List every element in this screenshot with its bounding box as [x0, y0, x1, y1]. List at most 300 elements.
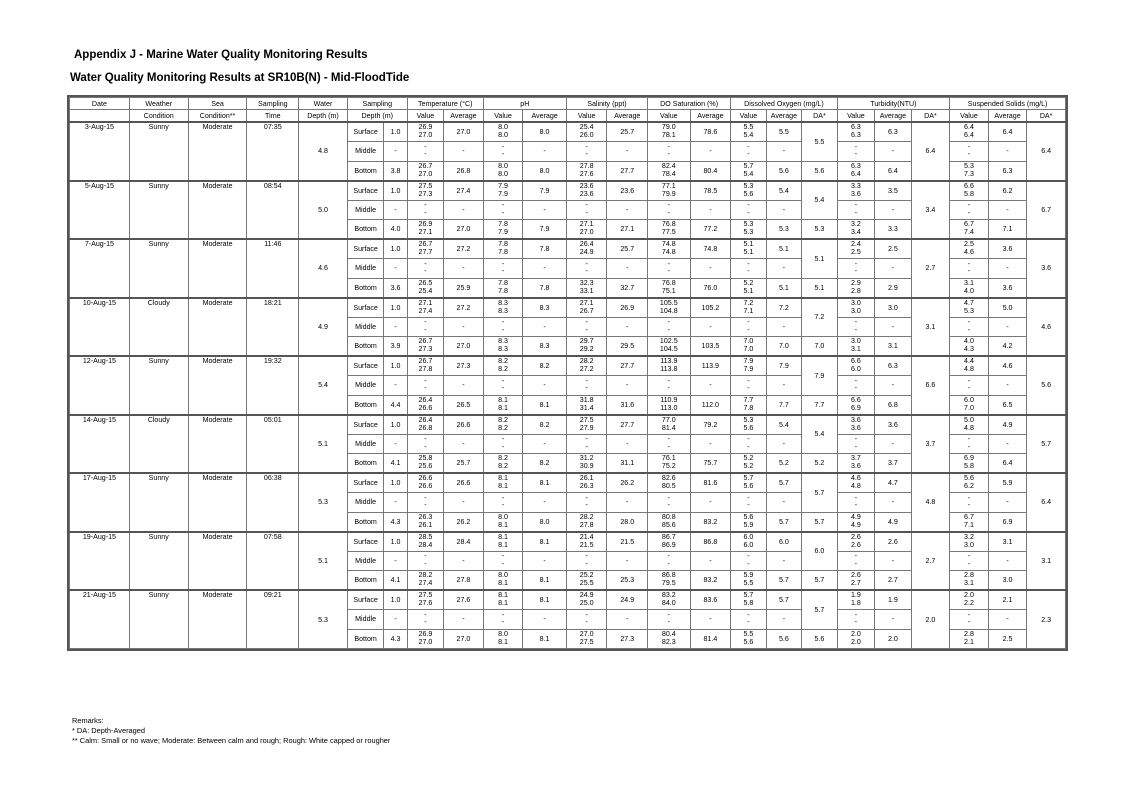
date-cell: 3-Aug-15 [70, 122, 130, 181]
salinity-values-reading-2: 21.5 [579, 540, 594, 549]
suspended-solids-values-reading-2: - [967, 442, 971, 451]
salinity-values-reading-2: 27.5 [579, 637, 594, 646]
turbidity-values-reading-2: - [854, 150, 858, 159]
do-saturation-values-reading-1: - [667, 201, 670, 210]
salinity-average: 31.6 [607, 395, 648, 415]
temperature-values [407, 356, 444, 376]
weather-cell: Sunny [129, 356, 188, 415]
do-saturation-values-reading-1: 74.8 [661, 240, 676, 249]
suspended-solids-values-reading-2: - [967, 325, 971, 334]
temperature-values-reading-1: - [424, 376, 427, 385]
turbidity-values-reading-2: 6.3 [850, 131, 861, 139]
ph-values [483, 493, 523, 513]
ph-values-reading-1: - [501, 376, 505, 385]
suspended-solids-values [950, 161, 989, 181]
ph-values [483, 415, 523, 435]
temperature-values-reading-1: 27.5 [418, 181, 433, 190]
turbidity-average: 3.3 [875, 220, 912, 240]
ph-values-reading-1: 7.8 [498, 220, 508, 229]
header-da: DA* [911, 110, 950, 123]
do-saturation-values-reading-1: 80.4 [661, 630, 676, 639]
salinity-values-reading-2: 26.7 [579, 306, 594, 315]
ph-values [483, 239, 523, 259]
ph-values [483, 161, 523, 181]
turbidity-da: 6.4 [911, 122, 950, 181]
dissolved-oxygen-values-reading-2: 5.4 [743, 169, 754, 178]
turbidity-values [837, 220, 875, 240]
suspended-solids-average: - [988, 551, 1027, 571]
sampling-depth-cell: 4.3 [384, 512, 407, 532]
dissolved-oxygen-bottom: 5.7 [802, 512, 838, 532]
ph-values [483, 142, 523, 162]
sampling-layer-cell: Middle [347, 142, 384, 162]
temperature-values-reading-1: - [424, 610, 427, 619]
temperature-values-reading-2: - [424, 501, 427, 510]
suspended-solids-values-reading-1: - [967, 610, 971, 619]
suspended-solids-da: 5.7 [1027, 415, 1066, 474]
dissolved-oxygen-da: 7.2 [802, 298, 838, 337]
sea-condition-cell: Moderate [188, 356, 247, 415]
turbidity-values [837, 376, 875, 396]
do-saturation-average: 105.2 [690, 298, 731, 318]
turbidity-values-reading-2: - [854, 384, 858, 393]
dissolved-oxygen-values-reading-2: 7.8 [743, 403, 754, 412]
do-saturation-values-reading-2: 82.3 [661, 637, 676, 646]
header-average: Average [607, 110, 648, 123]
dissolved-oxygen-average: 5.6 [766, 161, 801, 181]
salinity-values-reading-1: 27.0 [579, 630, 594, 639]
sampling-day-group [70, 356, 1066, 415]
turbidity-da: 2.7 [911, 239, 950, 298]
turbidity-values-reading-2: 2.6 [850, 540, 861, 549]
do-saturation-values [648, 493, 691, 513]
sampling-depth-cell: - [384, 142, 407, 162]
salinity-average: 27.1 [607, 220, 648, 240]
salinity-values-reading-1: - [585, 376, 588, 385]
dissolved-oxygen-values-reading-2: 5.9 [743, 520, 754, 529]
dissolved-oxygen-values-reading-2: - [747, 442, 750, 451]
turbidity-values [837, 473, 875, 493]
ph-values-reading-2: - [501, 267, 505, 276]
temperature-values-reading-2: - [424, 208, 427, 217]
do-saturation-average: 78.6 [690, 122, 731, 142]
temperature-average: 26.5 [444, 395, 484, 415]
do-saturation-average: 81.4 [690, 629, 731, 649]
do-saturation-values [648, 610, 691, 630]
sampling-layer-cell: Bottom [347, 161, 384, 181]
sampling-layer-cell: Middle [347, 551, 384, 571]
suspended-solids-values-reading-2: 3.0 [964, 540, 974, 549]
suspended-solids-average: - [988, 434, 1027, 454]
temperature-values [407, 610, 444, 630]
suspended-solids-values-reading-2: 6.4 [964, 131, 974, 139]
suspended-solids-average: 2.1 [988, 590, 1027, 610]
dissolved-oxygen-values-reading-1: - [747, 435, 750, 444]
dissolved-oxygen-values [731, 122, 766, 142]
dissolved-oxygen-average: 5.7 [766, 571, 801, 591]
sampling-depth-cell: - [384, 493, 407, 513]
salinity-values [566, 473, 607, 493]
dissolved-oxygen-values-reading-2: - [747, 618, 750, 627]
suspended-solids-values [950, 259, 989, 279]
dissolved-oxygen-da: 5.7 [802, 473, 838, 512]
turbidity-values [837, 356, 875, 376]
dissolved-oxygen-values-reading-1: 5.2 [743, 278, 754, 287]
ph-average: - [523, 317, 567, 337]
salinity-values-reading-2: - [585, 559, 588, 568]
dissolved-oxygen-values [731, 376, 766, 396]
ph-average: 8.1 [523, 395, 567, 415]
salinity-average: - [607, 317, 648, 337]
date-cell: 21-Aug-15 [70, 590, 130, 649]
turbidity-average: - [875, 200, 912, 220]
suspended-solids-values-reading-2: - [967, 208, 971, 217]
temperature-values-reading-2: 27.7 [418, 248, 433, 256]
dissolved-oxygen-average: - [766, 200, 801, 220]
do-saturation-average: - [690, 610, 731, 630]
sampling-depth-cell: 1.0 [384, 473, 407, 493]
turbidity-values [837, 454, 875, 474]
dissolved-oxygen-average: 5.6 [766, 629, 801, 649]
ph-values [483, 317, 523, 337]
do-saturation-values-reading-1: 102.5 [659, 337, 678, 346]
suspended-solids-average: - [988, 376, 1027, 396]
suspended-solids-values-reading-2: - [967, 384, 971, 393]
ph-average: - [523, 142, 567, 162]
dissolved-oxygen-bottom: 5.7 [802, 571, 838, 591]
do-saturation-values-reading-1: 77.1 [661, 181, 676, 190]
suspended-solids-da: 3.1 [1027, 532, 1066, 591]
dissolved-oxygen-values-reading-2: 5.3 [743, 228, 754, 236]
dissolved-oxygen-values [731, 473, 766, 493]
dissolved-oxygen-values-reading-1: 5.3 [743, 415, 754, 424]
dissolved-oxygen-average: - [766, 317, 801, 337]
sampling-layer-cell: Bottom [347, 220, 384, 240]
salinity-values [566, 512, 607, 532]
do-saturation-values-reading-1: - [667, 142, 670, 151]
temperature-values-reading-1: 27.1 [418, 298, 433, 307]
dissolved-oxygen-values [731, 356, 766, 376]
turbidity-average: 3.6 [875, 415, 912, 435]
dissolved-oxygen-values-reading-1: - [747, 552, 750, 561]
dissolved-oxygen-values-reading-1: 7.7 [743, 395, 754, 404]
do-saturation-values-reading-2: - [667, 501, 670, 510]
dissolved-oxygen-average: 5.2 [766, 454, 801, 474]
salinity-values-reading-2: 31.4 [579, 403, 594, 412]
ph-values [483, 571, 523, 591]
sampling-depth-cell: - [384, 376, 407, 396]
salinity-average: 24.9 [607, 590, 648, 610]
do-saturation-values [648, 551, 691, 571]
dissolved-oxygen-values [731, 415, 766, 435]
temperature-values-reading-2: 27.0 [418, 131, 433, 139]
salinity-values-reading-2: - [585, 618, 588, 627]
salinity-values [566, 493, 607, 513]
header-sampling-depth: Sampling [347, 98, 407, 110]
salinity-average: 27.7 [607, 161, 648, 181]
salinity-values-reading-2: 33.1 [579, 286, 594, 295]
dissolved-oxygen-values [731, 142, 766, 162]
ph-values [483, 532, 523, 552]
ph-values-reading-2: 8.2 [498, 462, 508, 470]
salinity-values-reading-1: 31.2 [579, 454, 594, 463]
sampling-layer-cell: Surface [347, 298, 384, 318]
sampling-day-group [70, 298, 1066, 357]
sampling-layer-cell: Surface [347, 532, 384, 552]
do-saturation-average: 113.9 [690, 356, 731, 376]
dissolved-oxygen-values-reading-2: 5.4 [743, 131, 754, 139]
temperature-values-reading-1: - [424, 435, 427, 444]
header-sea-2: Condition** [188, 110, 247, 123]
suspended-solids-values [950, 239, 989, 259]
turbidity-values-reading-2: 2.7 [850, 579, 861, 587]
sampling-depth-cell: 4.4 [384, 395, 407, 415]
turbidity-average: 4.9 [875, 512, 912, 532]
ph-average: - [523, 493, 567, 513]
ph-average: 8.0 [523, 122, 567, 142]
turbidity-values-reading-2: - [854, 442, 858, 451]
water-depth-cell: 5.3 [299, 590, 348, 649]
do-saturation-values-reading-2: 113.0 [660, 403, 678, 412]
ph-values-reading-2: 8.1 [498, 579, 508, 587]
salinity-average: 25.7 [607, 239, 648, 259]
turbidity-values-reading-2: 3.6 [850, 423, 861, 432]
turbidity-values-reading-2: - [854, 618, 858, 627]
dissolved-oxygen-values [731, 493, 766, 513]
water-depth-cell: 5.0 [299, 181, 348, 240]
ph-values-reading-2: 8.0 [498, 169, 508, 178]
dissolved-oxygen-average: - [766, 142, 801, 162]
dissolved-oxygen-average: 5.7 [766, 473, 801, 493]
do-saturation-values-reading-1: 86.8 [661, 571, 676, 580]
temperature-values-reading-1: 26.5 [418, 278, 433, 287]
suspended-solids-values-reading-2: 2.2 [964, 599, 974, 607]
dissolved-oxygen-average: - [766, 259, 801, 279]
salinity-values-reading-2: 26.3 [579, 482, 594, 490]
do-saturation-average: - [690, 200, 731, 220]
salinity-average: 25.3 [607, 571, 648, 591]
turbidity-average: 6.3 [875, 356, 912, 376]
dissolved-oxygen-values-reading-2: 5.6 [743, 189, 754, 198]
ph-values-reading-1: 7.8 [498, 278, 508, 287]
dissolved-oxygen-bottom: 5.3 [802, 220, 838, 240]
salinity-average: 27.7 [607, 356, 648, 376]
sampling-layer-cell: Middle [347, 434, 384, 454]
sampling-layer-cell: Bottom [347, 571, 384, 591]
turbidity-values-reading-1: - [854, 610, 858, 619]
sampling-layer-cell: Bottom [347, 512, 384, 532]
do-saturation-average: 78.5 [690, 181, 731, 201]
salinity-values-reading-1: 26.1 [579, 474, 594, 483]
salinity-average: 31.1 [607, 454, 648, 474]
sampling-depth-cell: - [384, 200, 407, 220]
ph-values-reading-1: - [501, 610, 505, 619]
temperature-values-reading-2: 27.3 [418, 345, 433, 353]
ph-values-reading-1: 8.0 [498, 512, 508, 521]
do-saturation-values-reading-2: - [667, 442, 670, 451]
dissolved-oxygen-values-reading-1: 6.0 [743, 532, 754, 541]
dissolved-oxygen-average: 5.1 [766, 239, 801, 259]
salinity-values-reading-2: 24.9 [579, 248, 594, 256]
dissolved-oxygen-values-reading-1: 5.5 [743, 630, 754, 639]
temperature-values [407, 376, 444, 396]
suspended-solids-average: 5.9 [988, 473, 1027, 493]
ph-values-reading-2: - [501, 618, 505, 627]
dissolved-oxygen-values [731, 532, 766, 552]
sampling-depth-cell: - [384, 259, 407, 279]
salinity-values-reading-1: 31.8 [579, 395, 594, 404]
do-saturation-average: - [690, 434, 731, 454]
salinity-average: 27.3 [607, 629, 648, 649]
sampling-depth-cell: - [384, 434, 407, 454]
suspended-solids-values-reading-1: - [967, 493, 971, 502]
temperature-average: - [444, 200, 484, 220]
dissolved-oxygen-average: 5.7 [766, 590, 801, 610]
do-saturation-values [648, 434, 691, 454]
dissolved-oxygen-average: 7.0 [766, 337, 801, 357]
salinity-values [566, 395, 607, 415]
temperature-average: 26.8 [444, 161, 484, 181]
dissolved-oxygen-values [731, 220, 766, 240]
do-saturation-values-reading-1: - [667, 435, 670, 444]
suspended-solids-values [950, 122, 989, 142]
temperature-values-reading-2: 26.1 [418, 520, 433, 529]
weather-cell: Sunny [129, 590, 188, 649]
header-value: Value [950, 110, 989, 123]
header-weather-2: Condition [129, 110, 188, 123]
weather-cell: Sunny [129, 181, 188, 240]
salinity-values [566, 454, 607, 474]
dissolved-oxygen-average: 7.2 [766, 298, 801, 318]
suspended-solids-da: 3.6 [1027, 239, 1066, 298]
ph-values-reading-2: 7.8 [498, 286, 508, 295]
ph-values-reading-1: 8.0 [498, 123, 508, 132]
turbidity-values [837, 395, 875, 415]
do-saturation-values-reading-2: - [667, 267, 670, 276]
ph-values-reading-1: 8.1 [498, 591, 508, 600]
do-saturation-average: 79.2 [690, 415, 731, 435]
ph-average: 7.9 [523, 220, 567, 240]
ph-values-reading-2: 8.3 [498, 345, 508, 353]
sampling-layer-cell: Middle [347, 200, 384, 220]
do-saturation-average: 86.8 [690, 532, 731, 552]
salinity-values-reading-1: 25.4 [579, 123, 594, 132]
suspended-solids-average: 4.2 [988, 337, 1027, 357]
ph-values-reading-2: 8.1 [498, 520, 508, 529]
ph-values [483, 220, 523, 240]
remarks [72, 716, 390, 746]
do-saturation-values-reading-2: 77.5 [661, 228, 676, 236]
temperature-values-reading-2: 27.3 [418, 189, 433, 198]
do-saturation-average: - [690, 376, 731, 396]
header-do-saturation: DO Saturation (%) [648, 98, 731, 110]
turbidity-average: 6.3 [875, 122, 912, 142]
turbidity-average: 4.7 [875, 473, 912, 493]
ph-values-reading-1: 8.0 [498, 571, 508, 580]
salinity-values-reading-2: 25.5 [579, 579, 594, 587]
temperature-values-reading-1: - [424, 259, 427, 268]
turbidity-average: 1.9 [875, 590, 912, 610]
header-da: DA* [802, 110, 838, 123]
temperature-values-reading-2: 27.4 [418, 579, 433, 587]
suspended-solids-values [950, 629, 989, 649]
ph-average: 7.9 [523, 181, 567, 201]
ph-average: 7.8 [523, 278, 567, 298]
suspended-solids-values-reading-2: 7.0 [964, 403, 974, 412]
remark-da: * DA: Depth-Averaged [72, 726, 145, 735]
salinity-values-reading-1: 25.2 [579, 571, 594, 580]
temperature-values-reading-1: 25.8 [418, 454, 433, 463]
turbidity-da: 4.8 [911, 473, 950, 532]
suspended-solids-values [950, 220, 989, 240]
ph-average: 8.1 [523, 590, 567, 610]
salinity-average: 32.7 [607, 278, 648, 298]
temperature-average: - [444, 376, 484, 396]
temperature-values-reading-1: 28.5 [418, 532, 433, 541]
dissolved-oxygen-values-reading-2: 5.1 [743, 248, 754, 256]
temperature-values [407, 317, 444, 337]
turbidity-values-reading-1: - [854, 259, 858, 268]
turbidity-average: - [875, 434, 912, 454]
sampling-depth-cell: 1.0 [384, 532, 407, 552]
turbidity-average: - [875, 142, 912, 162]
do-saturation-values-reading-1: - [667, 552, 670, 561]
remark-sea-condition: ** Calm: Small or no wave; Moderate: Between calm and rough; Rough: White capped or rougher [72, 736, 391, 745]
results-table [69, 97, 1066, 649]
do-saturation-values-reading-1: 83.2 [661, 591, 676, 600]
ph-average: 8.0 [523, 161, 567, 181]
sampling-day-group [70, 181, 1066, 240]
temperature-values [407, 239, 444, 259]
turbidity-values-reading-1: - [854, 201, 858, 210]
dissolved-oxygen-values [731, 200, 766, 220]
turbidity-values-reading-2: 3.0 [850, 306, 861, 315]
turbidity-values [837, 571, 875, 591]
salinity-average: - [607, 200, 648, 220]
salinity-values [566, 356, 607, 376]
suspended-solids-average: 2.5 [988, 629, 1027, 649]
do-saturation-values [648, 512, 691, 532]
suspended-solids-average: 5.0 [988, 298, 1027, 318]
suspended-solids-values-reading-2: 5.8 [964, 462, 974, 470]
turbidity-values-reading-1: 3.7 [850, 454, 861, 463]
turbidity-values-reading-2: 4.8 [850, 482, 861, 490]
turbidity-values [837, 317, 875, 337]
ph-values [483, 590, 523, 610]
temperature-values [407, 142, 444, 162]
suspended-solids-values-reading-2: 4.8 [964, 423, 974, 432]
suspended-solids-values [950, 415, 989, 435]
salinity-average: - [607, 551, 648, 571]
turbidity-values-reading-1: 3.0 [850, 298, 861, 307]
do-saturation-values [648, 220, 691, 240]
water-depth-cell: 5.1 [299, 415, 348, 474]
dissolved-oxygen-da: 5.1 [802, 239, 838, 278]
turbidity-values [837, 337, 875, 357]
turbidity-values-reading-2: 6.0 [850, 365, 861, 373]
turbidity-average: 2.0 [875, 629, 912, 649]
temperature-values [407, 629, 444, 649]
sea-condition-cell: Moderate [188, 532, 247, 591]
salinity-values-reading-1: 27.8 [579, 161, 594, 170]
suspended-solids-values-reading-2: 4.3 [964, 345, 974, 353]
suspended-solids-da: 5.6 [1027, 356, 1066, 415]
sampling-depth-cell: 1.0 [384, 356, 407, 376]
ph-values [483, 337, 523, 357]
salinity-average: - [607, 259, 648, 279]
suspended-solids-values-reading-2: 6.2 [964, 482, 974, 490]
dissolved-oxygen-average: 5.4 [766, 181, 801, 201]
